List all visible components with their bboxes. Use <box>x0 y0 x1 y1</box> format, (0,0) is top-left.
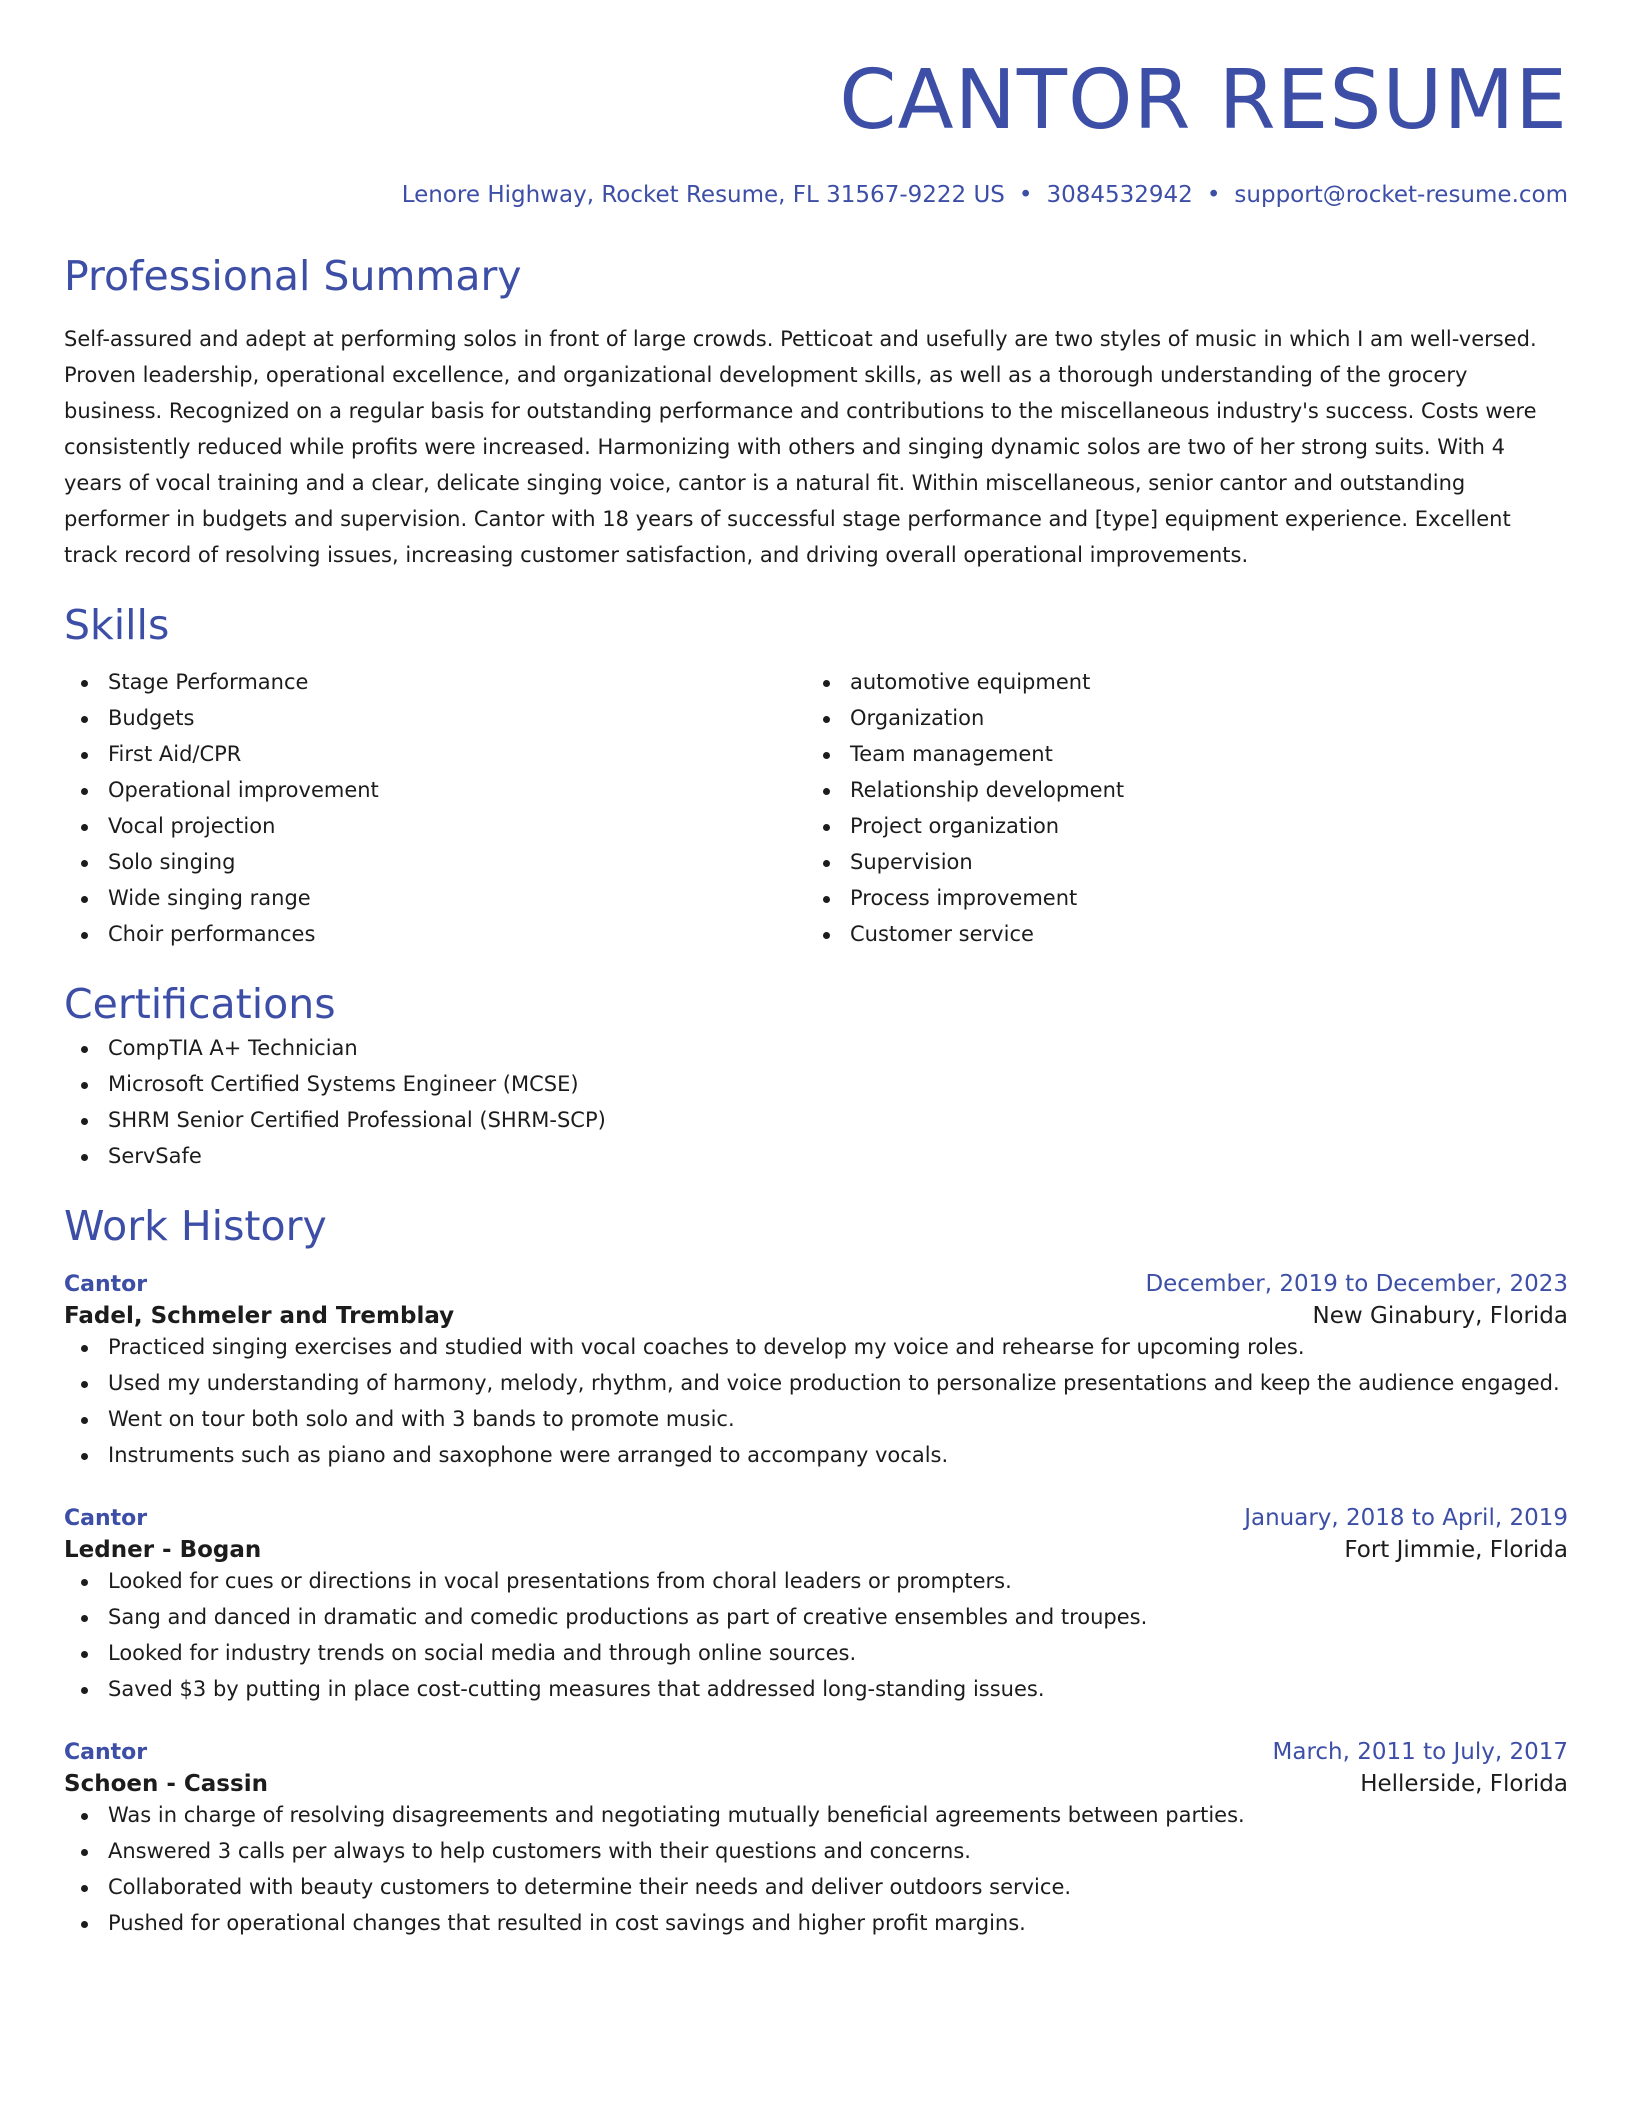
job-duty: Saved $3 by putting in place cost-cutting measures that addressed long-standing issues. <box>64 1671 1568 1707</box>
skill-item: Budgets <box>64 700 806 736</box>
skills-heading: Skills <box>64 601 170 650</box>
job-duties <box>64 1563 1568 1707</box>
work-history-heading: Work History <box>64 1201 327 1250</box>
job-entry <box>64 1505 1568 1707</box>
job-location: New Ginabury, Florida <box>1312 1302 1568 1329</box>
job-company: Ledner - Bogan <box>64 1536 262 1563</box>
skill-item: Process improvement <box>806 880 1568 916</box>
contact-separator: • <box>1018 182 1033 208</box>
job-duty: Sang and danced in dramatic and comedic productions as part of creative ensembles and troupes. <box>64 1599 1568 1635</box>
skill-item: Project organization <box>806 808 1568 844</box>
job-duty: Looked for cues or directions in vocal presentations from choral leaders or prompters. <box>64 1563 1568 1599</box>
skill-item: Stage Performance <box>64 664 806 700</box>
skill-item: automotive equipment <box>806 664 1568 700</box>
job-employer-row <box>64 1537 1568 1563</box>
skill-item: Operational improvement <box>64 772 806 808</box>
job-duty: Instruments such as piano and saxophone were arranged to accompany vocals. <box>64 1437 1568 1473</box>
job-title: Cantor <box>64 1739 148 1765</box>
skill-item: Solo singing <box>64 844 806 880</box>
job-company: Fadel, Schmeler and Tremblay <box>64 1302 455 1329</box>
job-employer-row <box>64 1303 1568 1329</box>
job-title: Cantor <box>64 1271 148 1297</box>
contact-line <box>64 182 1568 208</box>
skills-list-right <box>806 664 1568 952</box>
skill-item: Supervision <box>806 844 1568 880</box>
contact-phone: 3084532942 <box>1046 182 1193 208</box>
certifications-list <box>64 1030 1568 1174</box>
contact-email: support@rocket-resume.com <box>1234 182 1568 208</box>
skill-item: Organization <box>806 700 1568 736</box>
job-company: Schoen - Cassin <box>64 1770 268 1797</box>
job-duties <box>64 1329 1568 1473</box>
skill-item: Team management <box>806 736 1568 772</box>
job-duty: Collaborated with beauty customers to determine their needs and deliver outdoors service. <box>64 1869 1568 1905</box>
job-dates: December, 2019 to December, 2023 <box>1145 1270 1568 1297</box>
job-duty: Was in charge of resolving disagreements and negotiating mutually beneficial agreements between parties. <box>64 1797 1568 1833</box>
contact-address: Lenore Highway, Rocket Resume, FL 31567-9222 US <box>401 182 1005 208</box>
job-duty: Answered 3 calls per always to help customers with their questions and concerns. <box>64 1833 1568 1869</box>
job-entry <box>64 1271 1568 1473</box>
job-location: Fort Jimmie, Florida <box>1344 1536 1568 1563</box>
job-dates: January, 2018 to April, 2019 <box>1244 1504 1568 1531</box>
skills-list-left <box>64 664 806 952</box>
job-title: Cantor <box>64 1505 148 1531</box>
skill-item: Vocal projection <box>64 808 806 844</box>
job-location: Hellerside, Florida <box>1360 1770 1568 1797</box>
job-header <box>64 1739 1568 1765</box>
certification-item: Microsoft Certified Systems Engineer (MCSE) <box>64 1066 1568 1102</box>
job-duty: Went on tour both solo and with 3 bands to promote music. <box>64 1401 1568 1437</box>
skill-item: Choir performances <box>64 916 806 952</box>
summary-heading: Professional Summary <box>64 252 522 300</box>
skills-grid <box>64 664 1568 952</box>
certification-item: ServSafe <box>64 1138 1568 1174</box>
job-header <box>64 1271 1568 1297</box>
job-entry <box>64 1739 1568 1941</box>
certifications-heading: Certifications <box>64 980 336 1029</box>
skill-item: First Aid/CPR <box>64 736 806 772</box>
job-duty: Looked for industry trends on social media and through online sources. <box>64 1635 1568 1671</box>
skill-item: Wide singing range <box>64 880 806 916</box>
job-duty: Practiced singing exercises and studied with vocal coaches to develop my voice and rehearse for upcoming roles. <box>64 1329 1568 1365</box>
certification-item: CompTIA A+ Technician <box>64 1030 1568 1066</box>
job-duty: Used my understanding of harmony, melody, rhythm, and voice production to personalize presentations and keep the audience engaged. <box>64 1365 1568 1401</box>
job-dates: March, 2011 to July, 2017 <box>1272 1738 1568 1765</box>
job-employer-row <box>64 1771 1568 1797</box>
resume-name: CANTOR RESUME <box>839 53 1568 148</box>
job-duties <box>64 1797 1568 1941</box>
job-duty: Pushed for operational changes that resulted in cost savings and higher profit margins. <box>64 1905 1568 1941</box>
job-header <box>64 1505 1568 1531</box>
skill-item: Customer service <box>806 916 1568 952</box>
skill-item: Relationship development <box>806 772 1568 808</box>
contact-separator: • <box>1206 182 1221 208</box>
summary-text: Self-assured and adept at performing solos in front of large crowds. Petticoat and usefully are two styles of music in which I am well-versed. Proven leadership, operational excellence, and organizational development skills, as well as a thorough understanding of the grocery business. Recognized on a regular basis for outstanding performance and contributions to the miscellaneous industry's success. Costs were consistently reduced while profits were increased. Harmonizing with others and singing dynamic solos are two of her strong suits. With 4 years of vocal training and a clear, delicate singing voice, cantor is a natural fit. Within miscellaneous, senior cantor and outstanding performer in budgets and supervision. Cantor with 18 years of successful stage performance and [type] equipment experience. Excellent track record of resolving issues, increasing customer satisfaction, and driving overall operational improvements. <box>64 327 1537 568</box>
certification-item: SHRM Senior Certified Professional (SHRM-SCP) <box>64 1102 1568 1138</box>
